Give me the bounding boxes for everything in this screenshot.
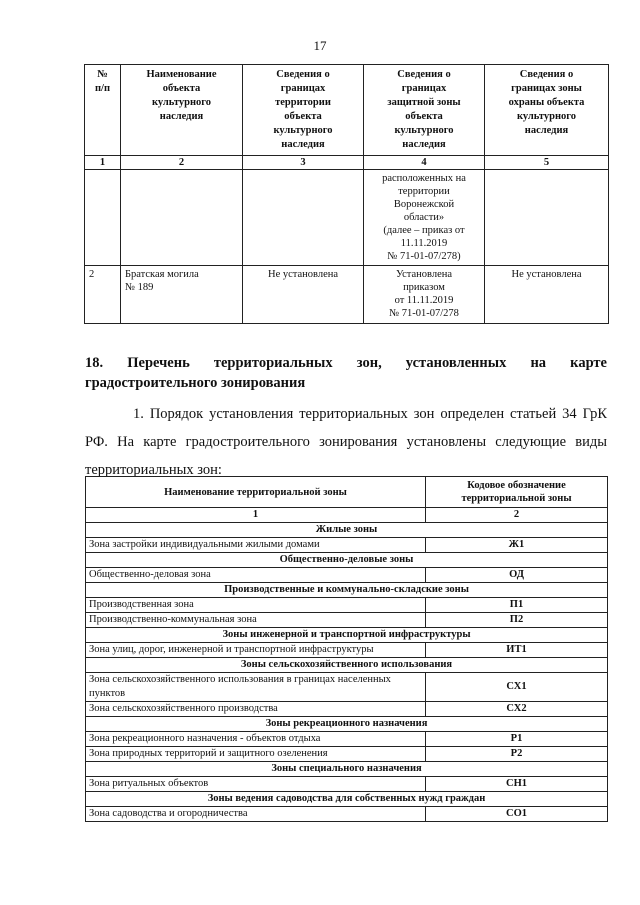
zone-name: Зона рекреационного назначения - объектов отдыха <box>86 732 426 747</box>
page-number: 17 <box>313 38 327 53</box>
zone-code: СН1 <box>426 777 608 792</box>
column-numbers-row <box>86 508 608 523</box>
zone-row <box>86 732 608 747</box>
zone-name: Зона сельскохозяйственного производства <box>86 702 426 717</box>
section-paragraph: 1. Порядок установления территориальных зон определен статьей 34 ГрК РФ. На карте градостроительного зонирования установлены следующие виды территориальных зон: <box>85 406 607 478</box>
table-cell: Братская могила № 189 <box>121 266 243 324</box>
zone-row <box>86 613 608 628</box>
zone-group-row <box>86 628 608 643</box>
zone-code: СХ2 <box>426 702 608 717</box>
header-object-name: Наименование объекта культурного наследия <box>121 65 243 156</box>
header-territory-bounds: Сведения о границах территории объекта культурного наследия <box>243 65 364 156</box>
territorial-zones-table <box>85 476 608 822</box>
zone-row <box>86 538 608 553</box>
zone-name: Зона природных территорий и защитного озеленения <box>86 747 426 762</box>
zone-group-title: Жилые зоны <box>86 523 608 538</box>
zone-name: Зона садоводства и огородничества <box>86 807 426 822</box>
header-zone-code: Кодовое обозначение территориальной зоны <box>426 477 608 508</box>
zone-row <box>86 777 608 792</box>
column-number: 1 <box>86 508 426 523</box>
table-cell: Не установлена <box>485 266 609 324</box>
column-number: 4 <box>364 156 485 170</box>
table-row <box>85 170 609 266</box>
header-zone-name: Наименование территориальной зоны <box>86 477 426 508</box>
column-number: 3 <box>243 156 364 170</box>
zone-row <box>86 673 608 702</box>
zone-name: Зона застройки индивидуальными жилыми домами <box>86 538 426 553</box>
header-number: № п/п <box>85 65 121 156</box>
zone-row <box>86 807 608 822</box>
zone-code: Ж1 <box>426 538 608 553</box>
heritage-objects-table <box>84 64 609 324</box>
zone-group-title: Зоны ведения садоводства для собственных нужд граждан <box>86 792 608 807</box>
zone-code: ИТ1 <box>426 643 608 658</box>
table-header-row <box>86 477 608 508</box>
zone-group-row <box>86 762 608 777</box>
table-cell: 2 <box>85 266 121 324</box>
zone-group-row <box>86 658 608 673</box>
table-cell: расположенных на территории Воронежской области» (далее – приказ от 11.11.2019 № 71-01-07/278) <box>364 170 485 266</box>
zone-row <box>86 643 608 658</box>
header-security-zone-bounds: Сведения о границах зоны охраны объекта культурного наследия <box>485 65 609 156</box>
column-numbers-row <box>85 156 609 170</box>
table-cell <box>243 170 364 266</box>
column-number: 1 <box>85 156 121 170</box>
zone-code: СО1 <box>426 807 608 822</box>
zone-name: Производственная зона <box>86 598 426 613</box>
table-cell <box>485 170 609 266</box>
zone-code: П2 <box>426 613 608 628</box>
zone-group-row <box>86 792 608 807</box>
zone-row <box>86 702 608 717</box>
table-header-row <box>85 65 609 156</box>
zone-code: П1 <box>426 598 608 613</box>
table-cell <box>121 170 243 266</box>
zone-code: Р1 <box>426 732 608 747</box>
column-number: 2 <box>121 156 243 170</box>
zone-group-row <box>86 523 608 538</box>
zone-name: Зона сельскохозяйственного использования в границах населенных пунктов <box>86 673 426 702</box>
zone-group-title: Зоны сельскохозяйственного использования <box>86 658 608 673</box>
zone-name: Зона ритуальных объектов <box>86 777 426 792</box>
zone-code: Р2 <box>426 747 608 762</box>
header-protective-zone-bounds: Сведения о границах защитной зоны объекта культурного наследия <box>364 65 485 156</box>
zone-group-row <box>86 717 608 732</box>
table-cell <box>85 170 121 266</box>
zone-name: Производственно-коммунальная зона <box>86 613 426 628</box>
zone-row <box>86 568 608 583</box>
zone-group-title: Зоны инженерной и транспортной инфраструктуры <box>86 628 608 643</box>
zone-group-row <box>86 583 608 598</box>
table-cell: Не установлена <box>243 266 364 324</box>
column-number: 2 <box>426 508 608 523</box>
zone-group-title: Общественно-деловые зоны <box>86 553 608 568</box>
zone-group-title: Производственные и коммунально-складские зоны <box>86 583 608 598</box>
table-cell: Установлена приказом от 11.11.2019 № 71-01-07/278 <box>364 266 485 324</box>
table-row <box>85 266 609 324</box>
zone-group-title: Зоны рекреационного назначения <box>86 717 608 732</box>
zone-name: Общественно-деловая зона <box>86 568 426 583</box>
column-number: 5 <box>485 156 609 170</box>
zone-code: СХ1 <box>426 673 608 702</box>
zone-row <box>86 598 608 613</box>
zone-group-row <box>86 553 608 568</box>
zone-code: ОД <box>426 568 608 583</box>
zone-group-title: Зоны специального назначения <box>86 762 608 777</box>
zone-row <box>86 747 608 762</box>
section-heading: 18. Перечень территориальных зон, установленных на карте градостроительного зонирования <box>85 355 607 391</box>
zone-name: Зона улиц, дорог, инженерной и транспортной инфраструктуры <box>86 643 426 658</box>
